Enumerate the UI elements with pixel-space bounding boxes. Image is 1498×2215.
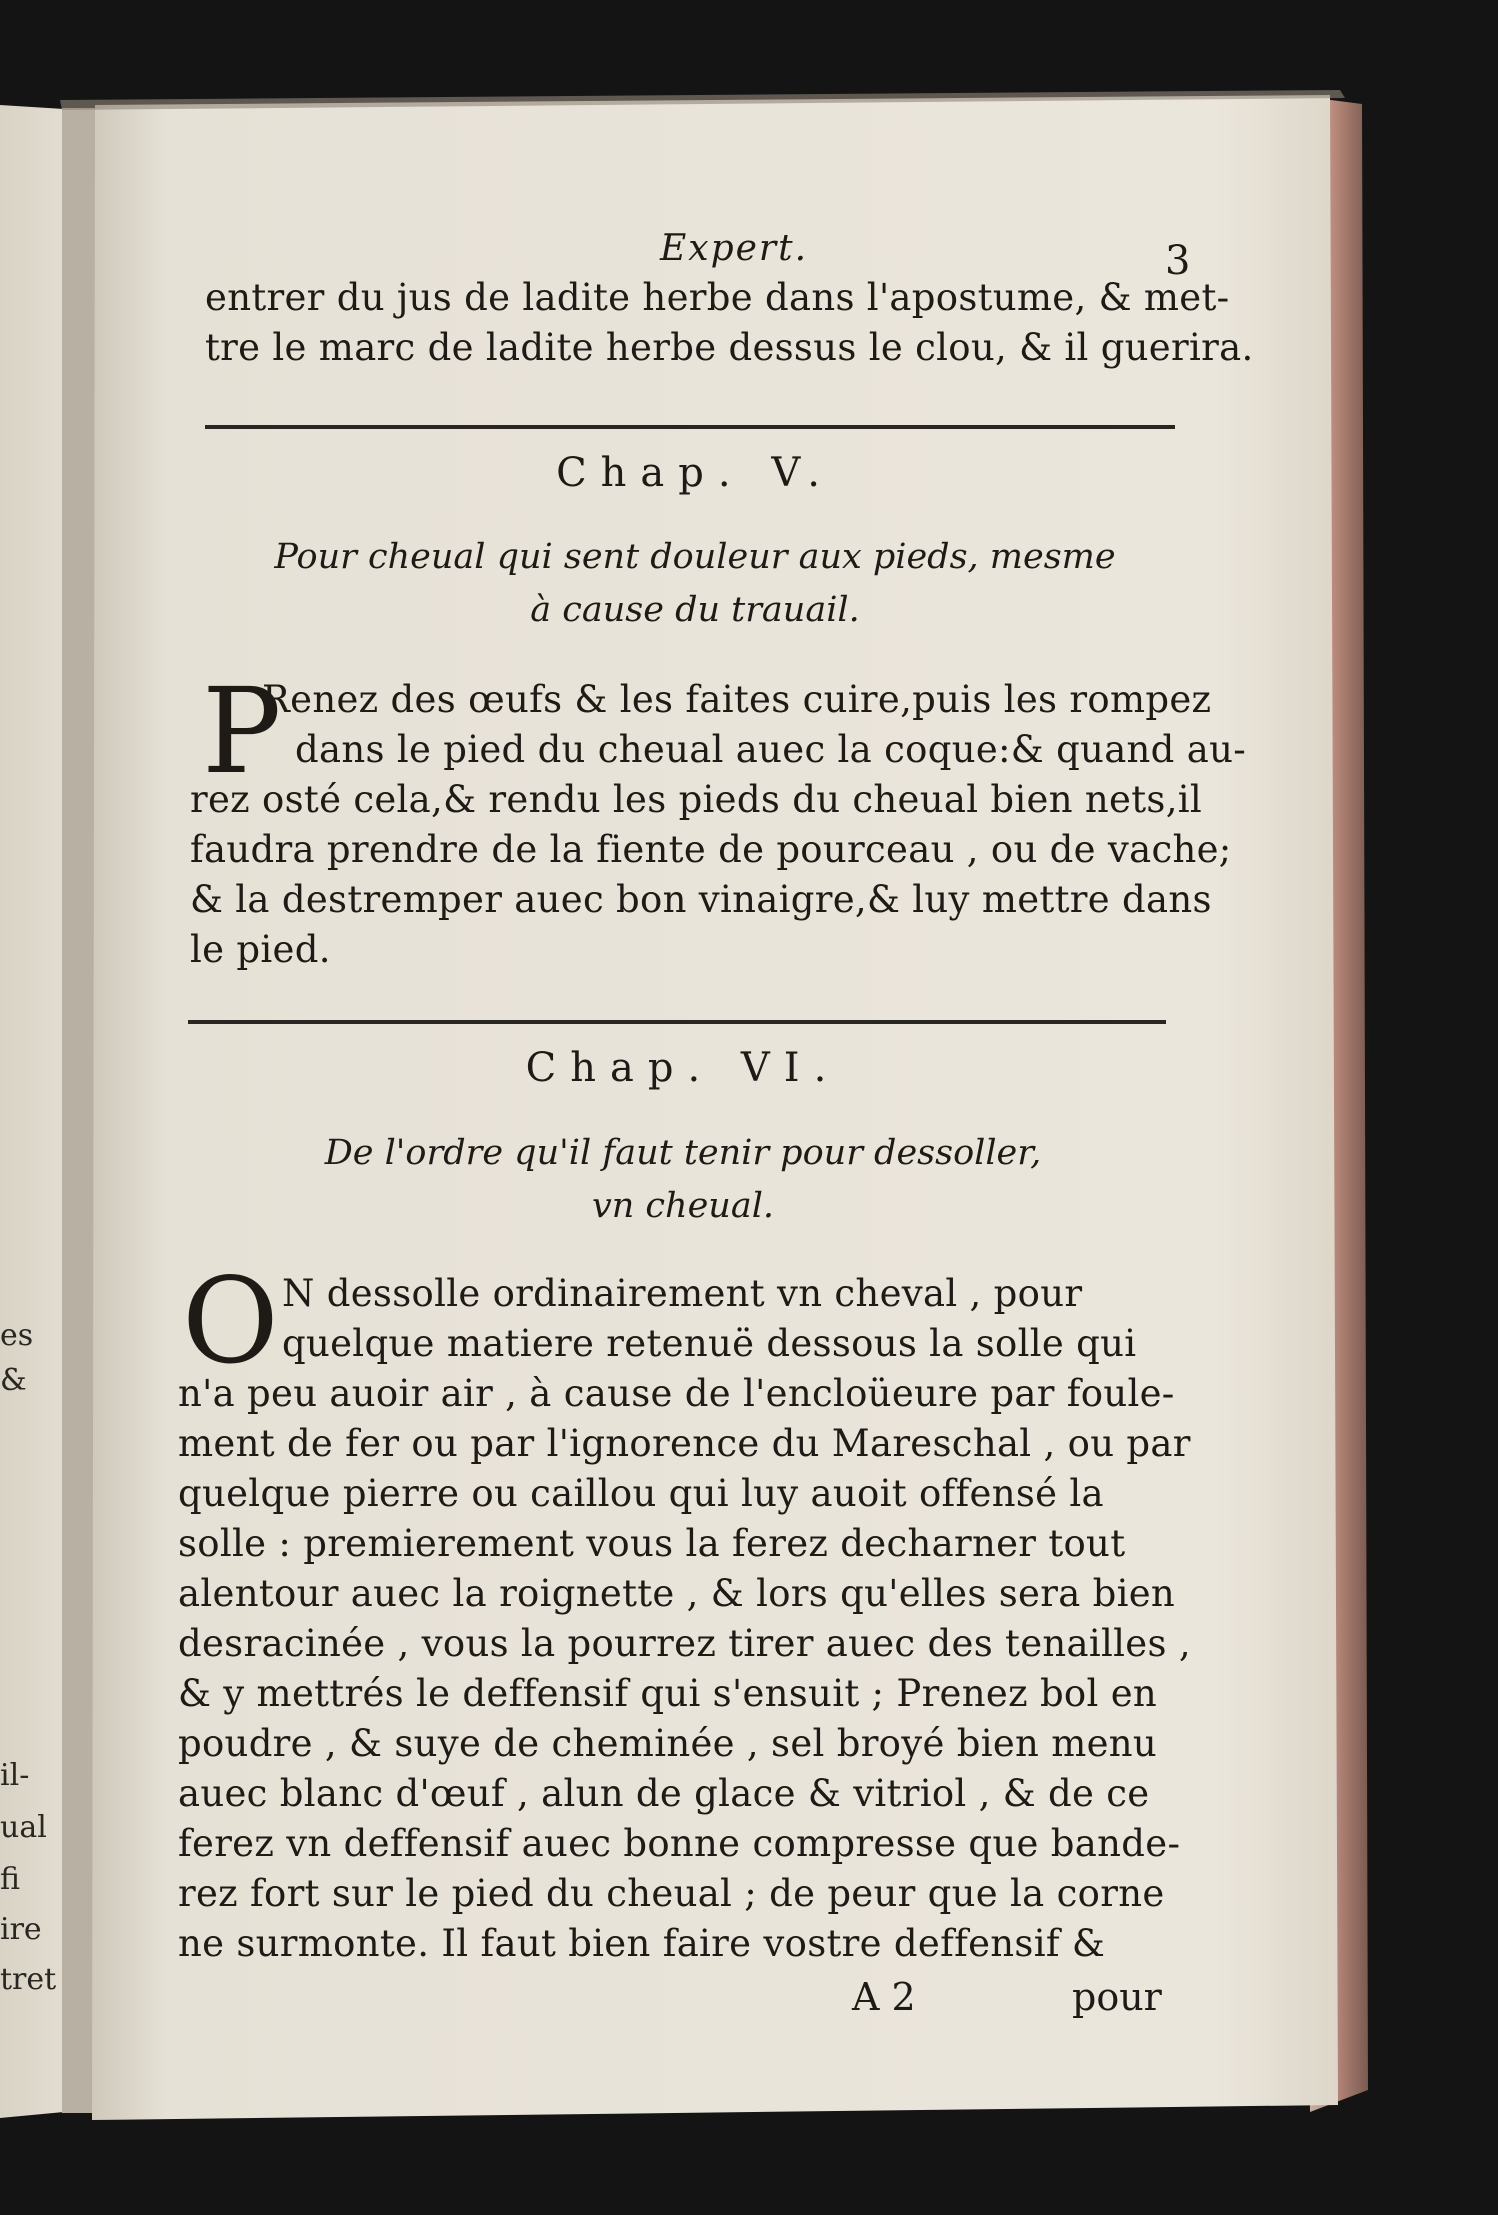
facing-page-fragment: ual [0, 1810, 47, 1845]
drop-cap-initial: O [182, 1252, 279, 1390]
drop-cap-initial: P [202, 662, 282, 800]
text-line: ferez vn deffensif auec bonne compresse que bande- [178, 1822, 1181, 1865]
text-line: rez osté cela,& rendu les pieds du cheual bien nets,il [190, 778, 1203, 821]
text-line: N dessolle ordinairement vn cheval , pour [282, 1272, 1083, 1315]
chapter-5-title-line: Pour cheual qui sent douleur aux pieds, mesme [274, 537, 1116, 577]
text-line: & la destremper auec bon vinaigre,& luy mettre dans [190, 878, 1212, 921]
chapter-6-heading: Chap. VI. [525, 1045, 841, 1091]
text-line: & y mettrés le deffensif qui s'ensuit ; Prenez bol en [178, 1672, 1158, 1715]
facing-page-fragment: & [0, 1363, 27, 1398]
text-line: rez fort sur le pied du cheual ; de peur que la corne [178, 1872, 1165, 1915]
text-line: solle : premierement vous la ferez decharner tout [178, 1522, 1126, 1565]
text-line: faudra prendre de la fiente de pourceau , ou de vache; [190, 828, 1232, 871]
text-line: Renez des œufs & les faites cuire,puis les rompez [262, 678, 1212, 721]
text-line: dans le pied du cheual auec la coque:& quand au- [295, 728, 1247, 771]
text-line: ment de fer ou par l'ignorence du Mareschal , ou par [178, 1422, 1191, 1465]
facing-page-fragment: ire [0, 1912, 42, 1947]
text-line: n'a peu auoir air , à cause de l'encloüeure par foule- [178, 1372, 1175, 1415]
section-rule [188, 1020, 1166, 1024]
text-line: quelque matiere retenuë dessous la solle qui [282, 1322, 1137, 1365]
chapter-6-title-line: De l'ordre qu'il faut tenir pour dessoller, [324, 1133, 1042, 1173]
facing-page-fragment: es [0, 1318, 34, 1353]
text-line: le pied. [190, 928, 331, 971]
catchword: pour [1072, 1975, 1162, 2019]
running-head: Expert. [660, 228, 809, 269]
text-line: ne surmonte. Il faut bien faire vostre deffensif & [178, 1922, 1106, 1965]
text-line: entrer du jus de ladite herbe dans l'apostume, & met- [205, 276, 1230, 319]
chapter-5-heading: Chap. V. [556, 450, 834, 496]
text-line: desracinée , vous la pourrez tirer auec des tenailles , [178, 1622, 1191, 1665]
text-line: tre le marc de ladite herbe dessus le clou, & il guerira. [205, 326, 1254, 369]
facing-page-fragment: il- [0, 1758, 30, 1793]
section-rule [205, 425, 1175, 429]
signature-mark: A 2 [852, 1975, 916, 2019]
chapter-5-title-line: à cause du trauail. [530, 590, 860, 630]
text-line: poudre , & suye de cheminée , sel broyé bien menu [178, 1722, 1158, 1765]
facing-page-fragment: tret [0, 1962, 57, 1997]
text-line: quelque pierre ou caillou qui luy auoit offensé la [178, 1472, 1104, 1515]
text-line: auec blanc d'œuf , alun de glace & vitriol , & de ce [178, 1772, 1150, 1815]
page-number: 3 [1165, 238, 1191, 284]
facing-page-fragment: fi [0, 1862, 21, 1897]
chapter-6-title-line: vn cheual. [591, 1186, 775, 1226]
text-line: alentour auec la roignette , & lors qu'elles sera bien [178, 1572, 1176, 1615]
